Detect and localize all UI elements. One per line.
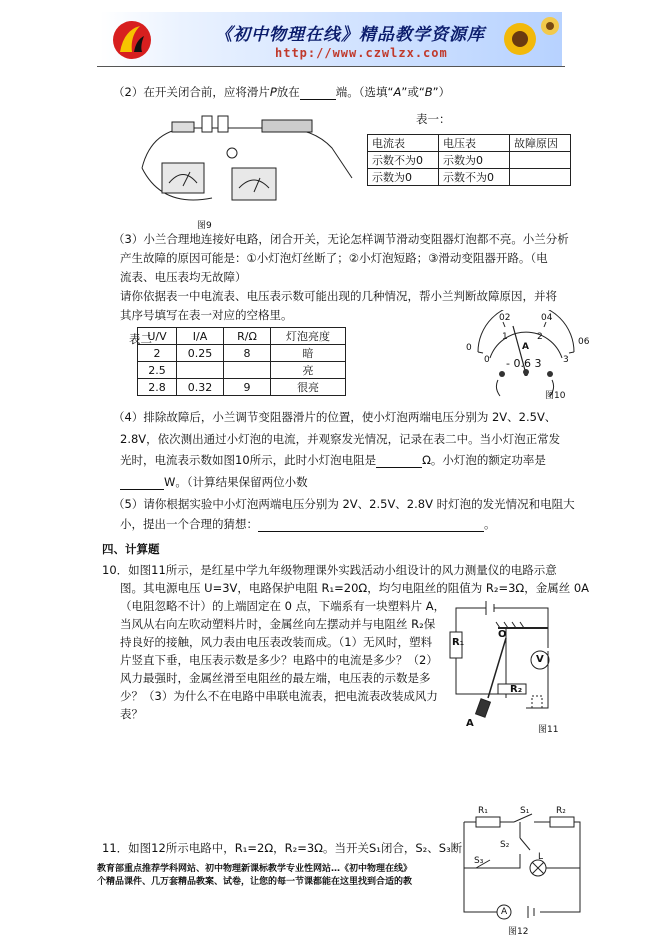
q10-line4: 当风从右向左吹动塑料片时，金属丝向左摆动并与电阻丝 R₂保 bbox=[120, 617, 436, 631]
table2-cell: 9 bbox=[224, 379, 271, 396]
fig11-a: A bbox=[466, 718, 474, 729]
header-rule bbox=[97, 66, 565, 67]
q11-line1: 11．如图12所示电路中，R₁=2Ω，R₂=3Ω。当开关S₁闭合，S₂、S₃断 bbox=[102, 841, 463, 855]
table2-cell: 很亮 bbox=[271, 379, 346, 396]
fig10-scale-top: 06 bbox=[578, 337, 590, 347]
table1 bbox=[367, 134, 571, 186]
figure-9-circuit bbox=[132, 108, 362, 218]
table2 bbox=[137, 327, 346, 396]
table1-header: 电流表 bbox=[368, 135, 439, 152]
fig10-scale-bottom: 0 bbox=[484, 355, 490, 365]
q5-line1: （5）请你根据实验中小灯泡两端电压分别为 2V、2.5V、2.8V 时灯泡的发光情况和电阻大 bbox=[113, 497, 575, 511]
q3-line5: 其序号填写在表一对应的空格里。 bbox=[120, 308, 293, 322]
q3-line3: 流表、电压表均无故障） bbox=[120, 270, 247, 284]
fig10-scale-top: 04 bbox=[541, 313, 553, 323]
footer-line1: 教育部重点推荐学科网站、初中物理新课标教学专业性网站…《初中物理在线》 bbox=[97, 864, 413, 874]
table-row bbox=[368, 152, 571, 169]
table2-cell: 2.8 bbox=[138, 379, 177, 396]
q4-line3: 光时，电流表示数如图10所示，此时小灯泡电阻是 Ω。小灯泡的额定功率是 bbox=[120, 453, 546, 467]
fig12-a: A bbox=[501, 907, 508, 917]
table2-header: R/Ω bbox=[224, 328, 271, 345]
table2-cell: 2.5 bbox=[138, 362, 177, 379]
table1-caption: 表一： bbox=[416, 112, 451, 126]
q3-line2: 产生故障的原因可能是：①小灯泡灯丝断了；②小灯泡短路；③滑动变阻器开路。（电 bbox=[120, 251, 548, 265]
fig12-r2: R₂ bbox=[556, 806, 566, 816]
q10-line6: 片竖直下垂，电压表示数是多少？电路中的电流是多少？（2） bbox=[120, 653, 438, 667]
site-url[interactable]: http://www.czwlzx.com bbox=[275, 46, 448, 60]
fig10-scale-bottom: 2 bbox=[537, 332, 543, 342]
q10-line8: 少？（3）为什么不在电路中串联电流表，把电流表改装成风力 bbox=[120, 689, 438, 703]
q3-line4: 请你依据表一中电流表、电压表示数可能出现的几种情况，帮小兰判断故障原因，并将 bbox=[120, 289, 557, 303]
figure-12-circuit bbox=[456, 808, 586, 930]
fig11-v: V bbox=[536, 654, 544, 665]
fig10-unit: A bbox=[522, 342, 529, 352]
table1-header: 故障原因 bbox=[510, 135, 571, 152]
fig10-terminals: - 0.6 3 bbox=[506, 357, 542, 370]
fig10-scale-top: 0 bbox=[466, 343, 472, 353]
table-row bbox=[368, 169, 571, 186]
table1-cell: 示数为0 bbox=[368, 169, 439, 186]
figure-12-label: 图12 bbox=[508, 927, 529, 937]
q2-text: （2）在开关闭合前，应将滑片P放在 端。（选填“A”或“B”） bbox=[113, 85, 451, 99]
section-heading: 四、计算题 bbox=[102, 542, 160, 556]
table-row bbox=[138, 345, 346, 362]
table-row bbox=[138, 362, 346, 379]
q10-line9: 表？ bbox=[120, 707, 143, 721]
fig10-scale-bottom: 1 bbox=[502, 332, 508, 342]
q10-line3: （电阻忽略不计）的上端固定在 0 点，下端系有一块塑料片 A， bbox=[120, 599, 446, 613]
guess-answer-blank[interactable] bbox=[258, 531, 484, 532]
table-row bbox=[138, 379, 346, 396]
q2-answer-blank[interactable] bbox=[300, 99, 336, 100]
table1-cell[interactable] bbox=[510, 169, 571, 186]
q10-line7: 风力最强时，金属丝滑至电阻丝的最左端，电压表的示数是多 bbox=[120, 671, 431, 685]
fig12-r1: R₁ bbox=[478, 806, 488, 816]
fig12-s1: S₁ bbox=[520, 806, 530, 816]
table2-header: 灯泡亮度 bbox=[271, 328, 346, 345]
q4-line1: （4）排除故障后，小兰调节变阻器滑片的位置，使小灯泡两端电压分别为 2V、2.5V、 bbox=[113, 410, 557, 424]
q3-line1: （3）小兰合理地连接好电路，闭合开关，无论怎样调节滑动变阻器灯泡都不亮。小兰分析 bbox=[113, 232, 569, 246]
table2-cell[interactable] bbox=[177, 362, 224, 379]
resistance-answer-blank[interactable] bbox=[376, 467, 422, 468]
q10-line5: 持良好的接触，风力表由电压表改装而成。（1）无风时，塑料 bbox=[120, 635, 433, 649]
fig11-r1: R₁ bbox=[452, 637, 465, 648]
table2-cell: 亮 bbox=[271, 362, 346, 379]
table1-cell: 示数不为0 bbox=[439, 169, 510, 186]
table2-caption: 表二 bbox=[129, 332, 152, 346]
fig12-l: L bbox=[538, 852, 544, 862]
fig11-o: O bbox=[498, 629, 507, 640]
footer-line2: 个精品课件、几万套精品教案、试卷，让您的每一节课都能在这里找到合适的教 bbox=[97, 877, 413, 887]
table2-cell: 0.32 bbox=[177, 379, 224, 396]
logo-icon bbox=[110, 18, 154, 62]
q4-line2: 2.8V，依次测出通过小灯泡的电流，并观察发光情况，记录在表二中。当小灯泡正常发 bbox=[120, 432, 561, 446]
fig12-s3: S₃ bbox=[474, 856, 484, 866]
q4-line4: W。（计算结果保留两位小数 bbox=[120, 474, 308, 490]
sunflower-decoration bbox=[480, 12, 562, 66]
fig10-scale-bottom: 3 bbox=[563, 355, 569, 365]
figure-11-label: 图11 bbox=[538, 725, 559, 735]
table1-header: 电压表 bbox=[439, 135, 510, 152]
figure-11-circuit bbox=[448, 598, 572, 726]
table2-cell: 2 bbox=[138, 345, 177, 362]
table1-cell: 示数为0 bbox=[439, 152, 510, 169]
figure-10-label: 图10 bbox=[545, 391, 566, 401]
table2-header: I/A bbox=[177, 328, 224, 345]
q10-line1: 10．如图11所示，是红星中学九年级物理课外实践活动小组设计的风力测量仪的电路示意 bbox=[102, 563, 557, 577]
table2-cell: 0.25 bbox=[177, 345, 224, 362]
q10-line2: 图。其电源电压 U=3V，电路保护电阻 R₁=20Ω，均匀电阻丝的阻值为 R₂=3Ω，金属丝 0A bbox=[120, 581, 590, 595]
table1-cell: 示数不为0 bbox=[368, 152, 439, 169]
figure-9-label: 图9 bbox=[197, 221, 212, 231]
fig12-s2: S₂ bbox=[500, 840, 510, 850]
site-title: 《初中物理在线》精品教学资源库 bbox=[215, 25, 485, 45]
table2-cell: 暗 bbox=[271, 345, 346, 362]
fig10-scale-top: 02 bbox=[499, 313, 511, 323]
power-answer-blank[interactable] bbox=[120, 489, 164, 490]
table2-cell[interactable] bbox=[224, 362, 271, 379]
fig11-r2: R₂ bbox=[510, 684, 523, 695]
table2-cell: 8 bbox=[224, 345, 271, 362]
table2-header: U/V bbox=[138, 328, 177, 345]
header-banner bbox=[100, 12, 562, 66]
table1-cell[interactable] bbox=[510, 152, 571, 169]
q5-line2: 小，提出一个合理的猜想： 。 bbox=[120, 517, 496, 531]
